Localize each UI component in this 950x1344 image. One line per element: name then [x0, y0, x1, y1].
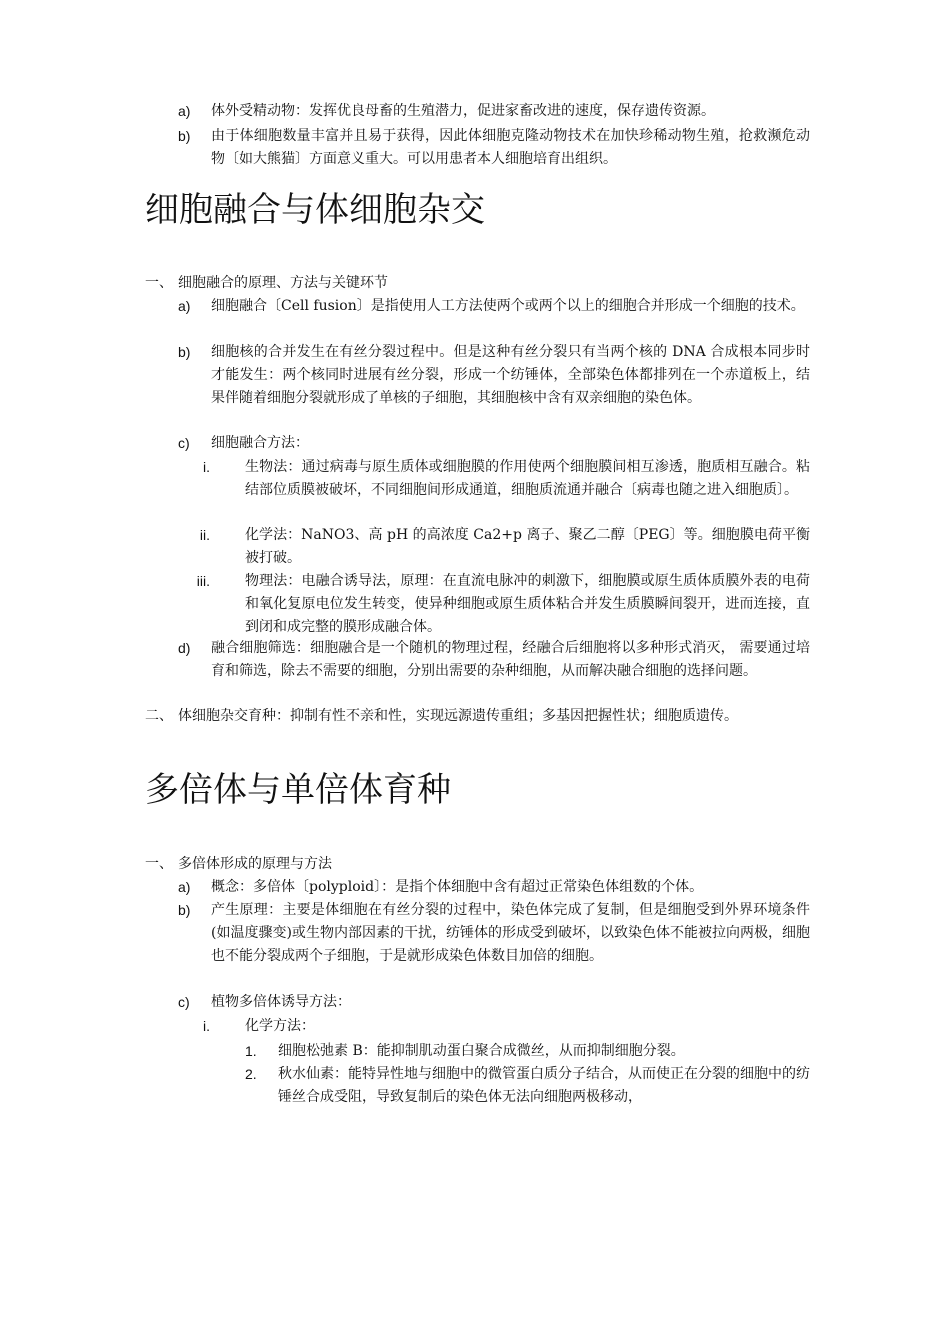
outline-label: 二、: [145, 708, 173, 724]
outline-label: 一、: [145, 856, 173, 872]
section-heading: 多倍体与单倍体育种: [145, 770, 451, 810]
list-text: 体外受精动物：发挥优良母畜的生殖潜力，促进家畜改进的速度，保存遗传资源。: [211, 103, 715, 119]
list-label: a): [178, 103, 191, 119]
outline-text: 体细胞杂交育种：抑制有性不亲和性，实现远源遗传重组；多基因把握性状；细胞质遗传。: [178, 708, 738, 724]
list-text: 植物多倍体诱导方法：: [211, 994, 351, 1010]
outline-title: 多倍体形成的原理与方法: [178, 856, 332, 872]
list-text: 细胞核的合并发生在有丝分裂过程中。但是这种有丝分裂只有当两个核的 DNA 合成根本同步时才能发生：两个核同时进展有丝分裂，形成一个纺锤体，全部染色体都排列在一个赤道板上，结果伴随着细胞分裂就形成了单核的子细胞，其细胞核中含有双亲细胞的染色体。: [211, 344, 810, 406]
sublist-text: 化学方法：: [245, 1018, 315, 1034]
outline-label: 一、: [145, 275, 173, 291]
list-text: 产生原理：主要是体细胞在有丝分裂的过程中，染色体完成了复制，但是细胞受到外界环境条件(如温度骤变)或生物内部因素的干扰，纺锤体的形成受到破坏，以致染色体不能被拉向两极，细胞也不能分裂成两个子细胞，于是就形成染色体数目加倍的细胞。: [211, 902, 810, 964]
list-text: 融合细胞筛选：细胞融合是一个随机的物理过程，经融合后细胞将以多种形式消灭， 需要通过培育和筛选，除去不需要的细胞，分别出需要的杂种细胞，从而解决融合细胞的选择问题。: [211, 640, 810, 679]
sublist-text: 化学法：NaNO3、高 pH 的高浓度 Ca2+p 离子、聚乙二醇〔PEG〕等。细胞膜电荷平衡被打破。: [245, 527, 810, 566]
list-label: b): [178, 344, 191, 360]
sublist-label: i.: [203, 1018, 210, 1034]
list-label: a): [178, 879, 191, 895]
numbered-label: 1.: [245, 1043, 257, 1059]
sublist-label: ii.: [199, 527, 210, 543]
list-label: b): [178, 128, 191, 144]
outline-title: 细胞融合的原理、方法与关键环节: [178, 275, 388, 291]
section-heading: 细胞融合与体细胞杂交: [145, 190, 485, 230]
list-text: 细胞融合〔Cell fusion〕是指使用人工方法使两个或两个以上的细胞合并形成一个细胞的技术。: [211, 298, 805, 314]
list-label: c): [178, 435, 190, 451]
sublist-label: i.: [203, 459, 210, 475]
list-label: c): [178, 994, 190, 1010]
numbered-label: 2.: [245, 1066, 257, 1082]
numbered-text: 细胞松弛素 B：能抑制肌动蛋白聚合成微丝，从而抑制细胞分裂。: [278, 1043, 685, 1059]
sublist-text: 物理法：电融合诱导法，原理：在直流电脉冲的刺激下，细胞膜或原生质体质膜外表的电荷和氧化复原电位发生转变，使异种细胞或原生质体粘合并发生质膜瞬间裂开，进而连接，直到闭和成完整的膜形成融合体。: [245, 573, 810, 635]
list-label: a): [178, 298, 191, 314]
list-label: d): [178, 640, 191, 656]
sublist-label: iii.: [196, 573, 210, 589]
numbered-text: 秋水仙素：能特异性地与细胞中的微管蛋白质分子结合，从而使正在分裂的细胞中的纺锤丝合成受阻，导致复制后的染色体无法向细胞两极移动，: [278, 1066, 810, 1105]
list-text: 细胞融合方法：: [211, 435, 309, 451]
list-text: 概念：多倍体〔polyploid〕：是指个体细胞中含有超过正常染色体组数的个体。: [211, 879, 704, 895]
sublist-text: 生物法：通过病毒与原生质体或细胞膜的作用使两个细胞膜间相互渗透，胞质相互融合。粘结部位质膜被破坏，不同细胞间形成通道，细胞质流通并融合〔病毒也随之进入细胞质〕。: [245, 459, 810, 498]
list-label: b): [178, 902, 191, 918]
list-text: 由于体细胞数量丰富并且易于获得，因此体细胞克隆动物技术在加快珍稀动物生殖，抢救濒危动物〔如大熊猫〕方面意义重大。可以用患者本人细胞培育出组织。: [211, 128, 810, 167]
